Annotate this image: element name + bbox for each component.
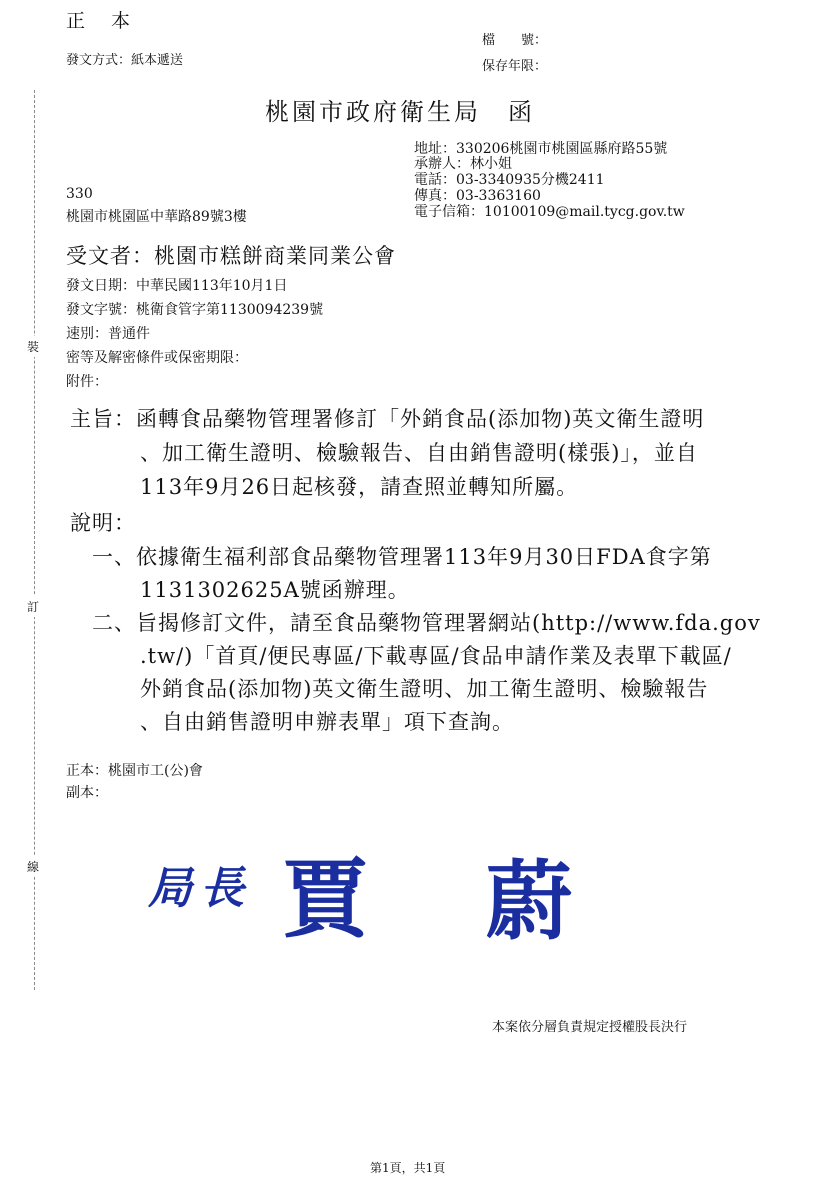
subject-line-3: 113年9月26日起核發，請查照並轉知所屬。 bbox=[140, 475, 579, 499]
phone: 電話：03-3340935分機2411 bbox=[414, 172, 605, 188]
explanation-item-2-line-1: 二、旨揭修訂文件，請至食品藥物管理署網站(http://www.fda.gov bbox=[92, 611, 761, 635]
recipient: 受文者：桃園市糕餅商業同業公會 bbox=[66, 244, 396, 268]
subject-line-1: 主旨：函轉食品藥物管理署修訂「外銷食品(添加物)英文衛生證明 bbox=[70, 407, 705, 431]
fax: 傳真：03-3363160 bbox=[414, 188, 541, 204]
document-title: 桃園市政府衛生局 函 bbox=[265, 98, 535, 126]
binding-mark-ding: 訂 bbox=[27, 596, 39, 617]
delivery-speed: 速別：普通件 bbox=[66, 326, 150, 342]
signature-name-char-1: 賈 bbox=[282, 850, 368, 950]
agency-address: 地址：330206桃園市桃園區縣府路55號 bbox=[414, 141, 668, 157]
distribution-original: 正本：桃園市工(公)會 bbox=[66, 763, 203, 779]
signature-title-stamp: 局長 bbox=[148, 863, 252, 914]
email: 電子信箱：10100109@mail.tycg.gov.tw bbox=[414, 204, 685, 220]
secrecy-level: 密等及解密條件或保密期限： bbox=[66, 350, 248, 366]
recipient-address: 桃園市桃園區中華路89號3樓 bbox=[66, 209, 247, 225]
signature-name-char-2: 蔚 bbox=[486, 852, 572, 952]
explanation-item-1-line-1: 一、依據衛生福利部食品藥物管理署113年9月30日FDA食字第 bbox=[92, 545, 712, 569]
file-number: 檔 號： bbox=[482, 33, 548, 48]
explanation-label: 說明： bbox=[70, 511, 136, 535]
binding-line bbox=[34, 90, 35, 990]
subject-line-2: 、加工衛生證明、檢驗報告、自由銷售證明(樣張)」，並自 bbox=[140, 441, 698, 465]
recipient-postal-code: 330 bbox=[66, 186, 93, 202]
retention-period: 保存年限： bbox=[482, 59, 548, 74]
issue-date: 發文日期：中華民國113年10月1日 bbox=[66, 278, 288, 294]
page-indicator: 第1頁，共1頁 bbox=[370, 1161, 446, 1175]
original-copy-label: 正 本 bbox=[66, 10, 141, 32]
handler: 承辦人：林小姐 bbox=[414, 156, 512, 172]
authorization-note: 本案依分層負責規定授權股長決行 bbox=[492, 1020, 688, 1035]
binding-mark-zhuang: 裝 bbox=[27, 336, 39, 357]
explanation-item-2-line-4: 、自由銷售證明申辦表單」項下查詢。 bbox=[140, 710, 514, 734]
send-method: 發文方式：紙本遞送 bbox=[66, 53, 184, 68]
explanation-item-2-line-2: .tw/)「首頁/便民專區/下載專區/食品申請作業及表單下載區/ bbox=[140, 644, 732, 668]
attachments: 附件： bbox=[66, 374, 108, 390]
explanation-item-1-line-2: 1131302625A號函辦理。 bbox=[140, 578, 410, 602]
explanation-item-2-line-3: 外銷食品(添加物)英文衛生證明、加工衛生證明、檢驗報告 bbox=[140, 677, 709, 701]
distribution-copy: 副本： bbox=[66, 785, 108, 801]
binding-mark-xian: 線 bbox=[27, 856, 39, 877]
document-number: 發文字號：桃衛食管字第1130094239號 bbox=[66, 302, 324, 318]
